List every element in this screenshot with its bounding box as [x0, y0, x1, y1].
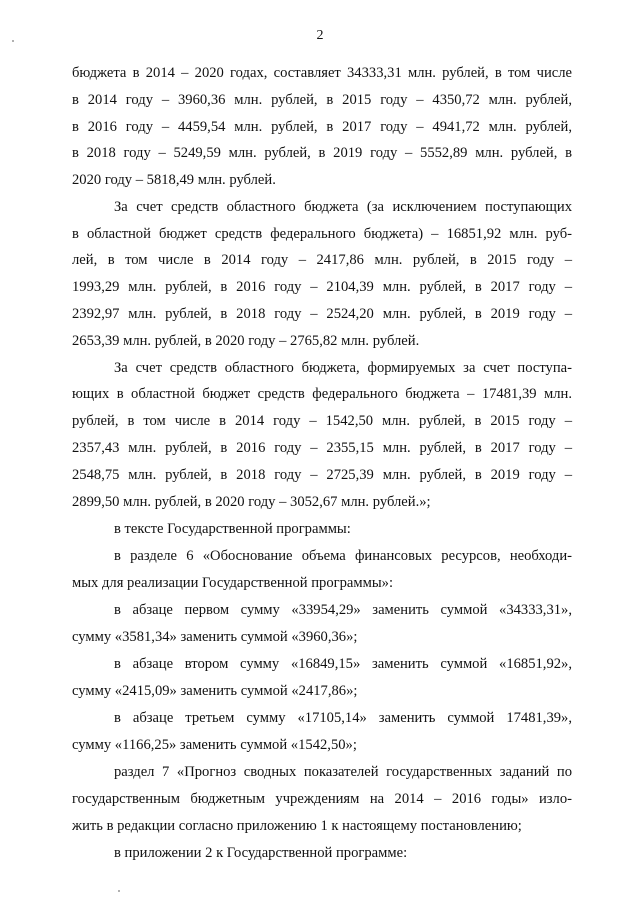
- text-line: 2392,97 млн. рублей, в 2018 году – 2524,20 млн. рублей, в 2019 году –: [72, 306, 572, 322]
- text-line: в тексте Государственной программы:: [114, 521, 351, 537]
- text-line: мых для реализации Государственной программы»:: [72, 575, 394, 591]
- page-number: 2: [316, 28, 324, 43]
- text-line: За счет средств областного бюджета (за исключением поступающих: [114, 199, 572, 215]
- text-line: в 2014 году – 3960,36 млн. рублей, в 2015 году – 4350,72 млн. рублей,: [72, 92, 572, 108]
- text-line: раздел 7 «Прогноз сводных показателей государственных заданий по: [114, 764, 572, 780]
- text-line: За счет средств областного бюджета, формируемых за счет поступа-: [114, 360, 572, 376]
- text-line: государственным бюджетным учреждениям на 2014 – 2016 годы» изло-: [72, 791, 572, 807]
- text-line: 2020 году – 5818,49 млн. рублей.: [72, 172, 276, 188]
- text-line: в 2018 году – 5249,59 млн. рублей, в 2019 году – 5552,89 млн. рублей, в: [72, 145, 572, 161]
- text-line: 2899,50 млн. рублей, в 2020 году – 3052,67 млн. рублей.»;: [72, 494, 431, 510]
- text-line: в абзаце третьем сумму «17105,14» заменить суммой 17481,39»,: [114, 710, 572, 726]
- text-line: в приложении 2 к Государственной программе:: [114, 845, 408, 861]
- text-line: 1993,29 млн. рублей, в 2016 году – 2104,39 млн. рублей, в 2017 году –: [72, 279, 572, 295]
- text-line: в абзаце втором сумму «16849,15» заменить суммой «16851,92»,: [114, 656, 572, 672]
- text-line: рублей, в том числе в 2014 году – 1542,50 млн. рублей, в 2015 году –: [72, 413, 572, 429]
- text-line: в разделе 6 «Обоснование объема финансовых ресурсов, необходи-: [114, 548, 572, 564]
- text-line: лей, в том числе в 2014 году – 2417,86 млн. рублей, в 2015 году –: [72, 252, 572, 268]
- text-line: 2357,43 млн. рублей, в 2016 году – 2355,15 млн. рублей, в 2017 году –: [72, 440, 572, 456]
- text-line: ющих в областной бюджет средств федерального бюджета – 17481,39 млн.: [72, 386, 572, 402]
- text-line: в абзаце первом сумму «33954,29» заменить суммой «34333,31»,: [114, 602, 572, 618]
- text-line: 2653,39 млн. рублей, в 2020 году – 2765,82 млн. рублей.: [72, 333, 420, 349]
- text-line: бюджета в 2014 – 2020 годах, составляет 34333,31 млн. рублей, в том числе: [72, 65, 572, 81]
- text-line: сумму «2415,09» заменить суммой «2417,86»;: [72, 683, 358, 699]
- text-line: в областной бюджет средств федерального бюджета) – 16851,92 млн. руб-: [72, 226, 572, 242]
- scan-speck: [12, 40, 14, 42]
- text-line: в 2016 году – 4459,54 млн. рублей, в 2017 году – 4941,72 млн. рублей,: [72, 119, 572, 135]
- text-line: жить в редакции согласно приложению 1 к настоящему постановлению;: [72, 818, 522, 834]
- text-line: 2548,75 млн. рублей, в 2018 году – 2725,39 млн. рублей, в 2019 году –: [72, 467, 572, 483]
- text-line: сумму «3581,34» заменить суммой «3960,36»;: [72, 629, 358, 645]
- scan-speck: [118, 890, 120, 892]
- text-line: сумму «1166,25» заменить суммой «1542,50»;: [72, 737, 357, 753]
